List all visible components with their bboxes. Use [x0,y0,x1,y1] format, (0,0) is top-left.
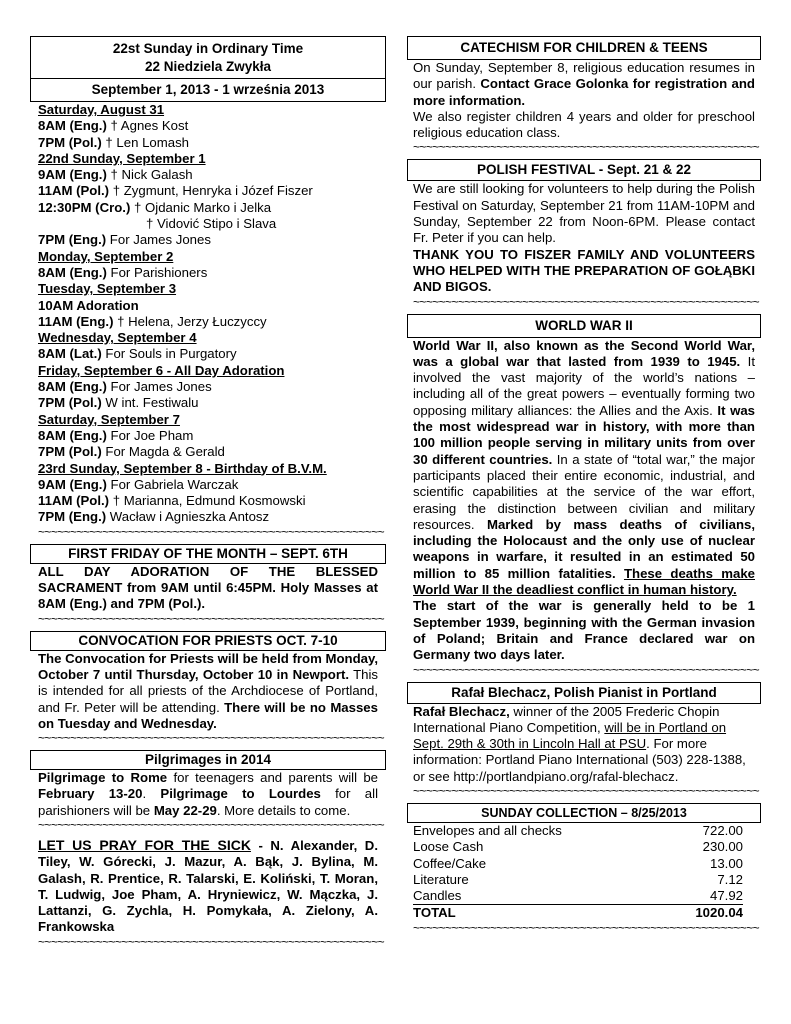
pilgrimage-text: . [142,786,161,802]
convocation-info: This is intended for all priests of the Archdiocese of Portland, and Fr. Peter will be attending. [38,666,378,715]
header-date-range: September 1, 2013 - 1 września 2013 [91,82,325,97]
header-title-english: 22st Sunday in Ordinary Time [112,41,304,56]
section-divider: ~~~~~~~~~~~~~~~~~~~~~~~~~~~~~~~~~~~~~~~~~~~~~~~~~~~~~~ [413,784,760,797]
pray-for-sick-separator: - [250,837,271,853]
collection-table-wrap [407,823,761,922]
section-divider: ~~~~~~~~~~~~~~~~~~~~~~~~~~~~~~~~~~~~~~~~~~~~~~~~~~~~~~ [413,141,760,154]
pianist-title: Rafał Blechacz, Polish Pianist in Portland [451,684,717,700]
schedule-day: Monday, September 2 [38,248,174,264]
collection-table [413,823,743,922]
ww2-text: Marked by mass deaths of civilians, including the Holocaust and the only use of nuclear weapons in warfare, it resulted in an estimated 50 million to 85 million fatalities. [413,516,755,581]
schedule-day: 22nd Sunday, September 1 [38,150,206,166]
schedule-mass [38,477,386,493]
pianist-text: winner of the 2005 Frederic Chopin International Piano Competition, [413,703,720,735]
table-row [413,839,743,855]
mass-intention: † Helena, Jerzy Łuczyccy [113,313,267,329]
catechism-contact: Contact Grace Golonka for registration and more information. [413,76,755,108]
schedule-mass [38,314,386,330]
festival-title: POLISH FESTIVAL - Sept. 21 & 22 [476,162,692,178]
ww2-text: In a state of “total war,” the major participants placed their entire economic, industrial, and scientific capabilities at the service of the war effort, erasing the distinction between civilian and military resources. [413,451,755,532]
table-row [413,856,743,872]
schedule-adoration: 10AM Adoration [38,297,139,313]
collection-label: Loose Cash [413,839,484,855]
pilgrimage-rome: Pilgrimage to Rome [38,770,168,786]
schedule-mass [38,346,386,362]
mass-time: 8AM (Eng.) [38,264,107,280]
mass-schedule-header [30,36,386,102]
pray-for-sick-names: N. Alexander, D. Tiley, W. Górecki, J. Mazur, A. Bąk, J. Bylina, M. Galash, R. Prentice, R. Talarski, E. Koliński, T. Moran, T. Ludwig, Joe Pham, A. Hryniewicz, W. Mączka, J. Lattanzi, G. Zychla, H. Pomykała, A. Zielony, A. Frankowska [38,837,378,935]
pianist-info: . For more information: Portland Piano International (503) 228-1388, or see http://portlandpiano.org/rafal-blechacz. [413,736,746,784]
collection-title: SUNDAY COLLECTION – 8/25/2013 [481,805,687,820]
ww2-body [407,338,761,664]
section-divider: ~~~~~~~~~~~~~~~~~~~~~~~~~~~~~~~~~~~~~~~~~~~~~~~~~~~~~~ [413,295,760,308]
first-friday-body: ALL DAY ADORATION OF THE BLESSED SACRAMENT from 9AM until 6:45PM. Holy Masses at 8AM (Eng.) and 7PM (Pol.). [38,563,378,612]
section-divider: ~~~~~~~~~~~~~~~~~~~~~~~~~~~~~~~~~~~~~~~~~~~~~~~~~~~~~~ [38,935,385,948]
table-row [413,888,743,905]
schedule-mass [38,118,386,134]
left-column [30,36,386,948]
convocation-header [30,631,386,651]
mass-intention: For Parishioners [106,264,208,280]
pianist-name: Rafał Blechacz, [413,703,510,719]
collection-amount: 722.00 [702,822,743,838]
schedule-day: Saturday, September 7 [38,411,180,427]
catechism-title: CATECHISM FOR CHILDREN & TEENS [460,40,708,55]
pilgrimage-text: for teenagers and parents will be [167,770,379,786]
mass-time: 11AM (Pol.) [38,183,110,199]
mass-time: 8AM (Eng.) [38,427,107,443]
mass-intention: W int. Festiwalu [101,395,199,411]
pilgrimages-header [30,750,386,770]
pianist-header [407,682,761,704]
collection-amount: 13.00 [709,855,743,871]
first-friday-header [30,544,386,564]
mass-intention: † Ojdanic Marko i Jelka [130,199,272,215]
mass-intention: † Len Lomash [101,134,189,150]
schedule-day: 23rd Sunday, September 8 - Birthday of B.V.M. [38,460,327,476]
schedule-mass [38,493,386,509]
schedule-day: Saturday, August 31 [38,102,165,117]
festival-body [407,181,761,295]
pray-for-sick [30,831,386,936]
pilgrimage-lourdes: Pilgrimage to Lourdes [160,786,321,802]
schedule-mass [38,265,386,281]
festival-thanks: THANK YOU TO FISZER FAMILY AND VOLUNTEERS WHO HELPED WITH THE PREPARATION OF GOŁĄBKI AND BIGOS. [413,246,755,295]
mass-intention: † Marianna, Edmund Kosmowski [109,493,306,509]
mass-time: 9AM (Eng.) [38,476,107,492]
collection-header [407,803,761,823]
first-friday-date: – SEPT. 6TH [266,545,348,561]
convocation-dates: The Convocation for Priests will be held from Monday, October 7 until Thursday, October 10 in Newport. [38,650,378,682]
schedule-mass [38,167,386,183]
ww2-title: WORLD WAR II [535,317,633,333]
pianist-body [407,704,761,785]
table-row [413,823,743,839]
section-divider: ~~~~~~~~~~~~~~~~~~~~~~~~~~~~~~~~~~~~~~~~~~~~~~~~~~~~~~ [38,732,385,745]
schedule-day: Tuesday, September 3 [38,281,177,297]
mass-intention: For Gabriela Warczak [106,476,239,492]
section-divider: ~~~~~~~~~~~~~~~~~~~~~~~~~~~~~~~~~~~~~~~~~~~~~~~~~~~~~~ [38,612,385,625]
mass-intention: † Zygmunt, Henryka i Józef Fiszer [109,183,313,199]
header-title-polish: 22 Niedziela Zwykła [30,58,386,79]
schedule-mass [38,135,386,151]
section-divider: ~~~~~~~~~~~~~~~~~~~~~~~~~~~~~~~~~~~~~~~~~~~~~~~~~~~~~~ [413,663,760,676]
mass-time: 7PM (Eng.) [38,232,107,248]
collection-amount: 47.92 [663,888,743,905]
mass-time: 12:30PM (Cro.) [38,199,131,215]
schedule-mass [38,444,386,460]
schedule-mass [38,200,386,216]
schedule-mass [38,183,386,199]
pilgrimage-text: for all parishioners will be [38,786,379,818]
section-divider: ~~~~~~~~~~~~~~~~~~~~~~~~~~~~~~~~~~~~~~~~~~~~~~~~~~~~~~ [38,525,385,538]
mass-intention: † Agnes Kost [106,118,189,134]
festival-volunteers: We are still looking for volunteers to help during the Polish Festival on Saturday, September 21 from 11AM-10PM and Sunday, September 22 from Noon-6PM. Please contact Fr. Peter if you can help. [413,181,755,246]
ww2-start: The start of the war is generally held to be 1 September 1939, beginning with the German invasion of Poland; Britain and France declared war on Germany two days later. [413,598,755,663]
mass-time: 7PM (Eng.) [38,509,107,525]
ww2-header [407,314,761,338]
schedule-mass [38,428,386,444]
mass-time: 9AM (Eng.) [38,167,107,183]
ww2-text: These deaths make World War II the deadliest conflict in human history. [413,565,755,598]
ww2-text: World War II, also known as the Second World War, was a global war that lasted from 1939 to 1945. [413,337,755,369]
collection-total-amount: 1020.04 [695,905,743,921]
collection-label: Envelopes and all checks [413,822,562,838]
collection-total-label: TOTAL [413,905,456,921]
collection-label: Coffee/Cake [413,855,487,871]
schedule-mass-continued: † Vidović Stipo i Slava [146,216,277,232]
convocation-title: CONVOCATION FOR PRIESTS OCT. 7-10 [78,632,338,648]
mass-intention: For Magda & Gerald [101,444,225,460]
mass-schedule [30,102,386,538]
collection-label: Candles [413,888,663,905]
mass-intention: Wacław i Agnieszka Antosz [106,509,270,525]
mass-intention: For Souls in Purgatory [101,346,237,362]
pray-for-sick-title: LET US PRAY FOR THE SICK [38,836,251,853]
pilgrimages-title: Pilgrimages in 2014 [144,752,272,768]
catechism-header [407,36,761,60]
mass-time: 7PM (Pol.) [38,444,102,460]
schedule-day: Wednesday, September 4 [38,330,197,346]
section-divider: ~~~~~~~~~~~~~~~~~~~~~~~~~~~~~~~~~~~~~~~~~~~~~~~~~~~~~~ [413,921,760,934]
schedule-mass [38,232,386,248]
mass-intention: For James Jones [106,379,212,395]
table-row-total [413,905,743,922]
mass-time: 8AM (Lat.) [38,346,102,362]
convocation-body [30,651,386,732]
pilgrimage-text: . More details to come. [216,802,351,818]
schedule-day: Friday, September 6 - All Day Adoration [38,362,285,378]
collection-label: Literature [413,871,469,887]
ww2-text: It was the most widespread war in history, with more than 100 million people serving in military units from over 30 different countries. [413,402,755,467]
right-column [407,36,761,934]
convocation-no-masses: There will be no Masses on Tuesday and Wednesday. [38,699,378,731]
first-friday-title: FIRST FRIDAY OF THE MONTH [68,545,267,561]
ww2-text: It involved the vast majority of the world’s nations – including all of the great powers – eventually forming two opposing military alliances: the Allies and the Axis. [413,353,755,418]
schedule-mass [38,379,386,395]
pilgrimages-body [30,770,386,819]
mass-intention: † Nick Galash [106,167,193,183]
mass-time: 7PM (Pol.) [38,395,102,411]
schedule-mass [38,509,386,525]
mass-intention: For James Jones [106,232,211,248]
collection-amount: 7.12 [717,871,743,887]
festival-header [407,159,761,181]
mass-time: 7PM (Pol.) [38,134,102,150]
mass-time: 8AM (Eng.) [38,118,107,134]
pilgrimage-rome-dates: February 13-20 [38,786,143,802]
collection-amount: 230.00 [702,839,743,855]
pianist-venue: will be in Portland on Sept. 29th & 30th in Lincoln Hall at PSU [413,719,727,752]
table-row [413,872,743,888]
mass-intention: For Joe Pham [106,427,194,443]
catechism-body [407,60,761,141]
mass-time: 11AM (Eng.) [38,313,114,329]
section-divider: ~~~~~~~~~~~~~~~~~~~~~~~~~~~~~~~~~~~~~~~~~~~~~~~~~~~~~~ [38,818,385,831]
mass-time: 11AM (Pol.) [38,493,110,509]
catechism-text: On Sunday, September 8, religious education resumes in our parish. [413,60,755,92]
pilgrimage-lourdes-dates: May 22-29 [153,802,217,818]
schedule-mass [38,395,386,411]
mass-time: 8AM (Eng.) [38,379,107,395]
catechism-preschool: We also register children 4 years and older for preschool religious education class. [413,108,755,141]
